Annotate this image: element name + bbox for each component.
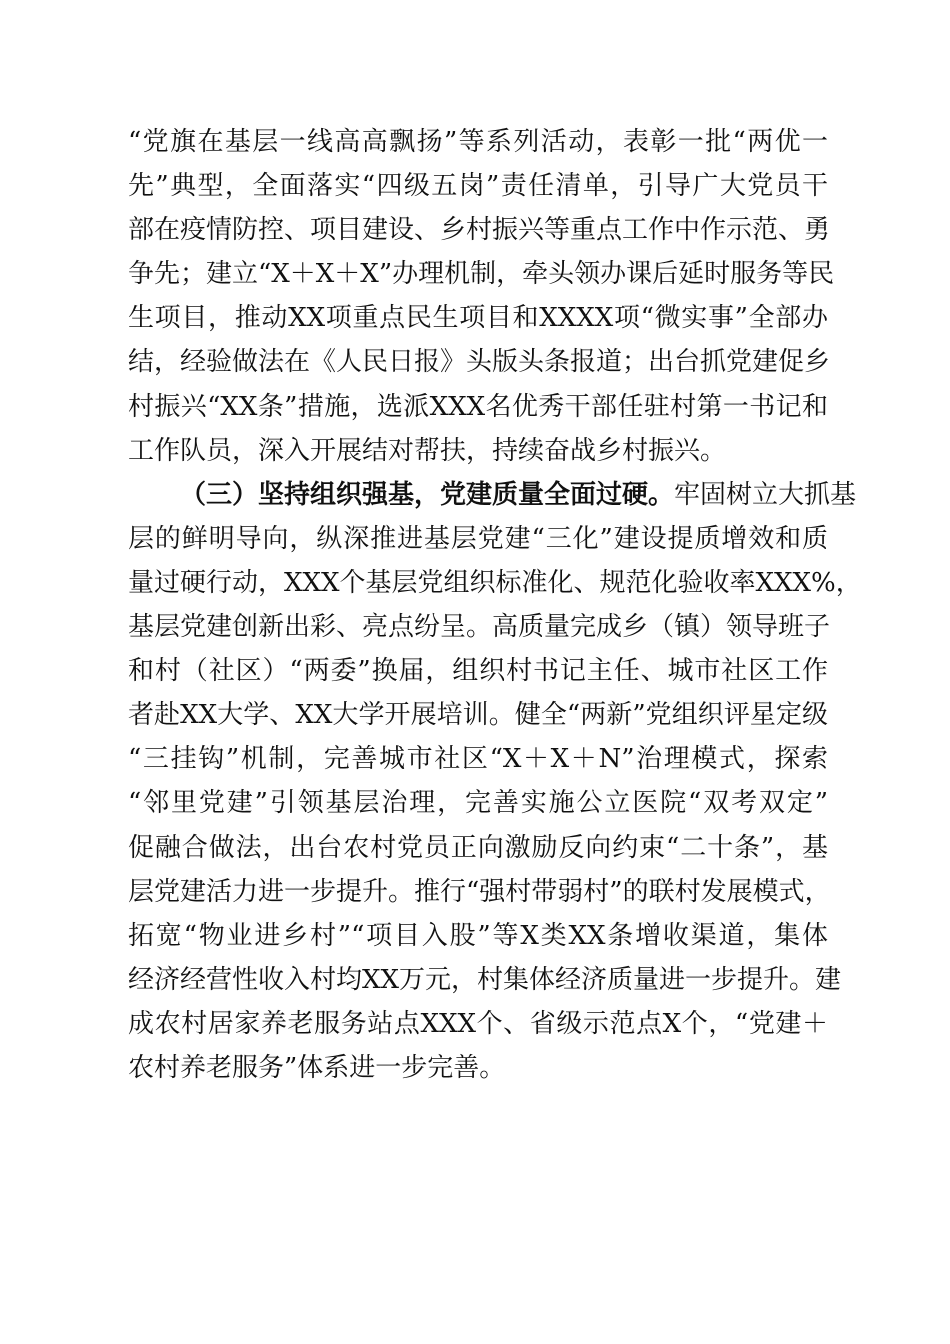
text-line: 量过硬行动，XXX个基层党组织标准化、规范化验收率XXX%， (128, 567, 862, 598)
text-line: “党旗在基层一线高高飘扬”等系列活动，表彰一批“两优一 (128, 127, 828, 157)
text-line: 成农村居家养老服务站点XXX个、省级示范点X个，“党建＋ (128, 1008, 828, 1039)
text-line: 部在疫情防控、项目建设、乡村振兴等重点工作中作示范、勇 (128, 215, 831, 246)
text-line: 促融合做法，出台农村党员正向激励反向约束“二十条”，基 (128, 832, 828, 863)
heading-line-rest: 牢固树立大抓基 (674, 479, 857, 510)
text-line: 拓宽“物业进乡村”“项目入股”等X类XX条增收渠道，集体 (128, 920, 828, 951)
text-line: 结，经验做法在《人民日报》头版头条报道；出台抓党建促乡 (128, 347, 831, 378)
text-line: 生项目，推动XX项重点民生项目和XXXX项“微实事”全部办 (128, 303, 828, 334)
section-heading: （三）坚持组织强基，党建质量全面过硬。 (180, 479, 675, 510)
paragraph-2 (128, 473, 862, 1090)
body-text (128, 120, 862, 1090)
text-line: 经济经营性收入村均XX万元，村集体经济质量进一步提升。建 (128, 964, 842, 995)
text-line: 工作队员，深入开展结对帮扶，持续奋战乡村振兴。 (128, 435, 727, 466)
text-line: 村振兴“XX条”措施，选派XXX名优秀干部任驻村第一书记和 (128, 391, 828, 422)
text-line: 基层党建创新出彩、亮点纷呈。高质量完成乡（镇）领导班子 (128, 612, 831, 643)
text-line: “三挂钩”机制，完善城市社区“X＋X＋N”治理模式，探索 (128, 744, 828, 775)
text-line: 和村（社区）“两委”换届，组织村书记主任、城市社区工作 (128, 656, 828, 687)
text-line: 争先；建立“X＋X＋X”办理机制，牵头领办课后延时服务等民 (128, 259, 835, 290)
text-line: 层的鲜明导向，纵深推进基层党建“三化”建设提质增效和质 (128, 523, 828, 554)
paragraph-1 (128, 120, 835, 473)
text-line (128, 473, 857, 517)
text-line: 先”典型，全面落实“四级五岗”责任清单，引导广大党员干 (128, 171, 828, 202)
text-line: 农村养老服务”体系进一步完善。 (128, 1052, 506, 1083)
text-line: “邻里党建”引领基层治理，完善实施公立医院“双考双定” (128, 788, 828, 819)
text-line: 者赴XX大学、XX大学开展培训。健全“两新”党组织评星定级 (128, 700, 828, 731)
text-line: 层党建活力进一步提升。推行“强村带弱村”的联村发展模式， (128, 876, 831, 907)
